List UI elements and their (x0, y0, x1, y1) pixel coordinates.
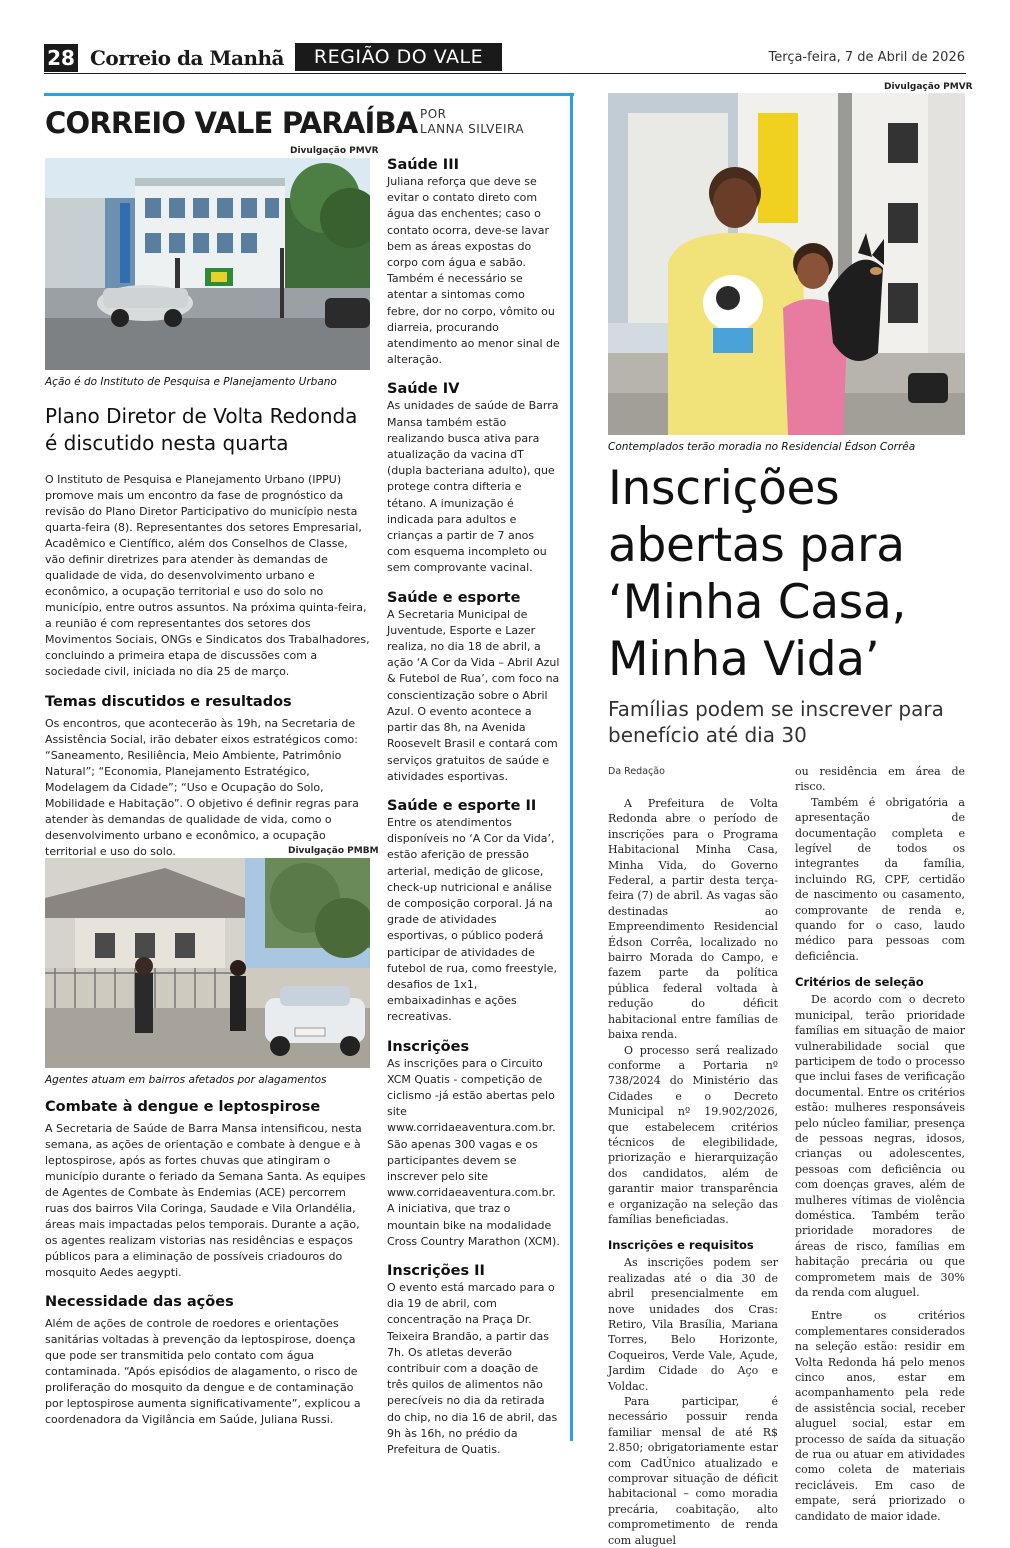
column-title: CORREIO VALE PARAÍBA (45, 106, 418, 140)
article-body-temas: Os encontros, que acontecerão às 19h, na Secretaria de Assistência Social, irão debater eixos estratégicos como: “Saneamento, Resiliência, Meio Ambiente, Patrimônio Natural”; “Economia, Planejamento Estratégico, Modelagem da Cidade”; “Uso e Ocupação do Solo, Mobilidade e Habitação”. O objetivo é definir regras para atender às demandas de qualidade de vida, como o desenvolvimento urbano e econômico, a ocupação territorial e uso do solo. (45, 717, 359, 858)
masthead-logo: Correio da Manhã (90, 46, 285, 70)
photo-ippu-building (45, 158, 370, 370)
note-body-saude-esporte: A Secretaria Municipal de Juventude, Esporte e Lazer realiza, no dia 18 de abril, a ação ‘A Cor da Vida – Abril Azul & Futebol de Rua’, com foco na conscientização sobre o Abril Azul. O evento acontece a partir das 8h, na Avenida Roosevelt Brasil e contará com serviços gratuitos de saúde e atividades esportivas. (387, 607, 560, 783)
photo2-caption: Agentes atuam em bairros afetados por alagamentos (45, 1074, 327, 1086)
section-label: REGIÃO DO VALE (295, 43, 502, 71)
byline-author: LANNA SILVEIRA (420, 122, 525, 136)
main-paragraph-4: Para participar, é necessário possuir renda familiar mensal de até R$ 2.850; obrigatoriamente estar com CadÚnico atualizado e comprovar situação de déficit habitacional – como moradia precária, coabitação, alto comprometimento de renda com aluguel (608, 1395, 778, 1547)
main-paragraph-3: As inscrições podem ser realizadas até o dia 30 de abril presencialmente em nove unidades dos Cras: Retiro, Vila Brasília, Mariana Torres, Belo Horizonte, Coqueiros, Verde Vale, Açude, Jardim Cidade do Aço e Voldac. (608, 1256, 778, 1393)
issue-date: Terça-feira, 7 de Abril de 2026 (768, 50, 965, 65)
photo-health-agents (45, 858, 370, 1068)
photo1-credit: Divulgação PMVR (290, 146, 379, 156)
main-subhead-inscricoes: Inscrições e requisitos (608, 1238, 754, 1253)
subhead-dengue: Combate à dengue e leptospirose (45, 1099, 321, 1115)
main-paragraph-7: De acordo com o decreto municipal, terão prioridade famílias em situação de maior vulnerabilidade social que participem de todo o processo que inclui fases de verificação documental. Entre os critérios estão: mulheres responsáveis pelo núcleo familiar, presença de pessoas negras, idosos, crianças ou adolescentes, pessoas com deficiência ou com doenças graves, além de mulheres vítimas de violência doméstica. Também terão prioridade moradores de áreas de risco, famílias em habitação precária ou que comprometem mais de 30% da renda com aluguel. (795, 993, 965, 1299)
main-paragraph-5: ou residência em área de risco. (795, 765, 965, 794)
photo1-caption: Ação é do Instituto de Pesquisa e Planejamento Urbano (45, 376, 337, 388)
main-photo-caption: Contemplados terão moradia no Residencial Édson Corrêa (608, 441, 916, 453)
photo-residents (608, 93, 965, 435)
note-title-saude-4: Saúde IV (387, 381, 460, 398)
main-article-column-a (608, 796, 778, 1548)
note-body-saude-4: As unidades de saúde de Barra Mansa também estão realizando busca ativa para atualização da vacina dT (dupla bacteriana adulto), que protege contra difteria e tétano. A imunização é indicada para adultos e crianças a partir de 7 anos com esquema incompleto ou sem comprovante vacinal. (387, 399, 559, 575)
note-title-saude-esporte-2: Saúde e esporte II (387, 797, 537, 814)
note-title-saude-3: Saúde III (387, 157, 459, 173)
byline-prefix: POR (420, 107, 447, 121)
main-paragraph-8: Entre os critérios complementares considerados na seleção estão: residir em Volta Redonda há pelo menos cinco anos, estar em acompanhamento pela rede de assistência social, receber aluguel social, estar em processo de saída da situação de rua ou atuar em atividades como coleta de materiais recicláveis. Em caso de empate, será priorizado o candidato de maior idade. (795, 1309, 965, 1523)
note-body-inscricoes: As inscrições para o Circuito XCM Quatis - competição de ciclismo -já estão abertas pelo site www.corridaeaventura.com.br. São apenas 300 vagas e os participantes devem se inscrever pelo site www.corridaeaventura.com.br. A iniciativa, que traz o mountain bike na modalidade Cross Country Marathon (XCM). (387, 1056, 560, 1248)
main-paragraph-1: A Prefeitura de Volta Redonda abre o período de inscrições para o Programa Habitacional Minha Casa, Minha Vida, do Governo Federal, a partir desta terça-feira (7) de abril. As vagas são destinadas ao Empreendimento Residencial Édson Corrêa, localizado no bairro Morada do Campo, e fazem parte da política pública federal voltada à redução do déficit habitacional entre famílias de baixa renda. (608, 797, 778, 1042)
note-body-inscricoes-2: O evento está marcado para o dia 19 de abril, com concentração na Praça Dr. Teixeira Brandão, a partir das 7h. Os atletas deverão contribuir com a doação de três quilos de alimentos não perecíveis no dia da retirada do chip, no dia 16 de abril, das 9h às 16h, no prédio da Prefeitura de Quatis. (387, 1280, 558, 1457)
main-article-column-b (795, 764, 965, 1524)
main-subhead-criterios: Critérios de seleção (795, 975, 924, 990)
column-byline (420, 107, 524, 137)
photo2-credit: Divulgação PMBM (288, 846, 379, 856)
note-title-inscricoes: Inscrições (387, 1038, 470, 1055)
article-headline-plano-diretor: Plano Diretor de Volta Redonda é discutido nesta quarta (45, 404, 358, 455)
main-headline: Inscrições abertas para ‘Minha Casa, Minha Vida’ (608, 461, 907, 687)
article-body-dengue: A Secretaria de Saúde de Barra Mansa intensificou, nesta semana, as ações de orientação e combate à dengue e à leptospirose, após as fortes chuvas que atingiram o município durante o feriado da Semana Santa. As equipes de Agentes de Combate às Endemias (ACE) percorrem ruas dos bairros Vila Coringa, Saudade e Vila Orlandélia, áreas mais impactadas pelos temporais. Durante a ação, os agentes realizam vistorias nas residências e espaços públicos para a eliminação de possíveis criadouros do mosquito Aedes aegypti. (45, 1122, 366, 1279)
main-author: Da Redação (608, 766, 665, 777)
column-side-rule (570, 93, 573, 1441)
middle-column (387, 156, 560, 1458)
header-divider (44, 73, 966, 74)
note-title-inscricoes-2: Inscrições II (387, 1262, 485, 1279)
note-title-saude-esporte: Saúde e esporte (387, 589, 521, 606)
article-body-plano-diretor: O Instituto de Pesquisa e Planejamento Urbano (IPPU) promove mais um encontro da fase de prognóstico da revisão do Plano Diretor Participativo do município nesta quarta-feira (8). Representantes dos setores Empresarial, Acadêmico e Científico, além dos Conselhos de Classe, vão definir diretrizes para atender às demandas de qualidade de vida, do desenvolvimento urbano e econômico, a ocupação territorial e uso do solo no município, entre outros assuntos. Na próxima quinta-feira, a reunião é com representantes dos setores dos Movimentos Sociais, ONGs e Sindicatos dos Trabalhadores, concluindo a primeira etapa de discussões com a sociedade civil, iniciada no dia 25 de março. (45, 473, 370, 678)
note-body-saude-3: Juliana reforça que deve se evitar o contato direto com água das enchentes; caso o contato ocorra, deve-se lavar bem as áreas expostas do corpo com água e sabão. Também é necessário se atentar a sintomas como febre, dor no corpo, vômito ou diarreia, procurando atendimento ao menor sinal de alteração. (387, 175, 560, 367)
main-deck: Famílias podem se inscrever para benefício até dia 30 (608, 697, 944, 747)
subhead-necessidade: Necessidade das ações (45, 1294, 234, 1310)
page-number: 28 (44, 44, 78, 72)
main-photo-credit: Divulgação PMVR (884, 82, 973, 92)
article-body-necessidade: Além de ações de controle de roedores e orientações sanitárias voltadas à prevenção da leptospirose, doença que pode ser transmitida pelo contato com água contaminada. “Após episódios de alagamento, o risco de proliferação do mosquito da dengue e de contaminação por leptospirose aumenta significativamente”, explicou a coordenadora da Vigilância em Saúde, Juliana Russi. (45, 1317, 361, 1426)
main-paragraph-2: O processo será realizado conforme a Portaria nº 738/2024 do Ministério das Cidades e o Decreto Municipal nº 19.902/2026, que estabelecem critérios técnicos de elegibilidade, priorização e hierarquização dos candidatos, além de garantir maior transparência e organização na seleção das famílias beneficiadas. (608, 1043, 778, 1226)
subhead-temas: Temas discutidos e resultados (45, 694, 292, 710)
column-top-rule (44, 93, 574, 96)
main-paragraph-6: Também é obrigatória a apresentação de documentação completa e legível de todos os integrantes da família, incluindo RG, CPF, certidão de nascimento ou casamento, comprovante de renda e, quando for o caso, laudo médico para pessoas com deficiência. (795, 795, 965, 963)
note-body-saude-esporte-2: Entre os atendimentos disponíveis no ‘A Cor da Vida’, estão aferição de pressão arterial, medição de glicose, check-up nutricional e análise de composição corporal. Já na grade de atividades esportivas, o público poderá participar de atividades de futebol de rua, como freestyle, desafios de 1x1, embaixadinhas e ações recreativas. (387, 815, 557, 1024)
